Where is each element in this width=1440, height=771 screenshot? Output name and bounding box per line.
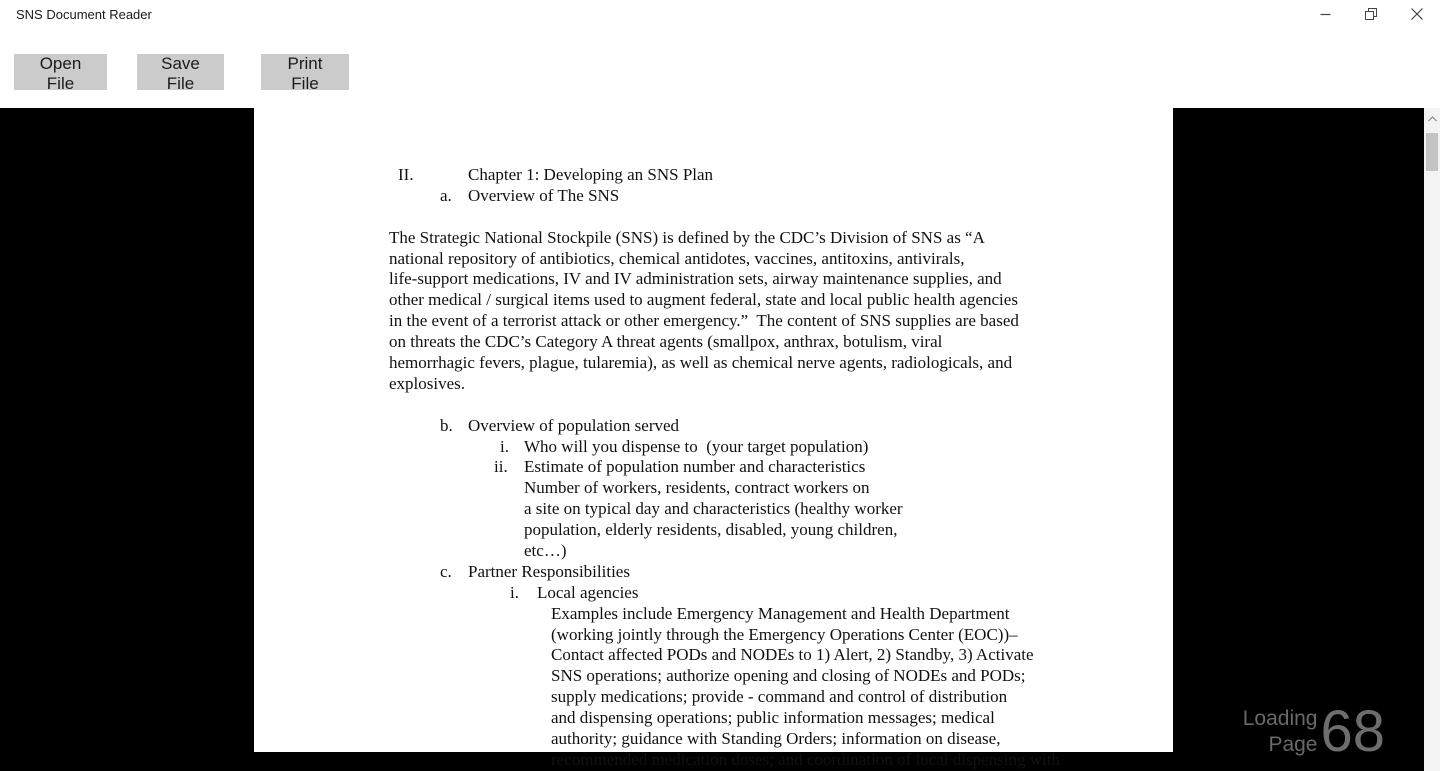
document-line: [254, 207, 1173, 228]
titlebar: [0, 0, 1440, 30]
document-text-segment: Overview of The SNS: [468, 185, 620, 205]
document-line: [254, 750, 1173, 771]
document-text-segment: other medical / surgical items used to augment federal, state and local public health agencies: [389, 290, 1018, 310]
document-line: [254, 625, 1173, 646]
document-line: [254, 437, 1173, 458]
close-icon: [1411, 8, 1423, 23]
document-text-segment: Contact affected PODs and NODEs to 1) Alert, 2) Standby, 3) Activate: [551, 645, 1034, 665]
document-text-segment: national repository of antibiotics, chemical antidotes, vaccines, antitoxins, antivirals,: [389, 248, 965, 268]
document-line: [254, 729, 1173, 750]
document-text-segment: life-support medications, IV and IV administration sets, airway maintenance supplies, and: [389, 269, 1002, 289]
document-line: [254, 520, 1173, 541]
document-line: [254, 604, 1173, 625]
document-text-segment: in the event of a terrorist attack or other emergency.” The content of SNS supplies are based: [389, 311, 1019, 331]
document-text-segment: a.: [440, 185, 452, 205]
document-text-segment: etc…): [524, 541, 567, 561]
close-button[interactable]: [1394, 0, 1440, 30]
restore-icon: [1365, 8, 1377, 23]
document-line: [254, 416, 1173, 437]
document-line: [254, 332, 1173, 353]
document-text-segment: Local agencies: [537, 582, 639, 602]
minimize-button[interactable]: [1302, 0, 1348, 30]
open-file-button[interactable]: Open File: [14, 54, 107, 90]
document-text-segment: c.: [440, 561, 452, 581]
document-text-segment: The Strategic National Stockpile (SNS) is defined by the CDC’s Division of SNS as “A: [389, 227, 985, 247]
save-file-button[interactable]: Save File: [137, 54, 224, 90]
document-text-segment: Chapter 1: Developing an SNS Plan: [468, 165, 714, 184]
document-line: [254, 353, 1173, 374]
document-line: [254, 583, 1173, 604]
document-text-segment: SNS operations; authorize opening and closing of NODEs and PODs;: [551, 666, 1026, 686]
document-text-segment: i.: [500, 436, 509, 456]
document-line: [254, 395, 1173, 416]
document-text-segment: hemorrhagic fevers, plague, tularemia), as well as chemical nerve agents, radiologicals, and: [389, 353, 1013, 373]
scrollbar-track[interactable]: [1424, 108, 1440, 771]
window-title: SNS Document Reader: [16, 7, 152, 22]
document-line: [254, 249, 1173, 270]
document-line: [254, 478, 1173, 499]
document-line: [254, 687, 1173, 708]
document-text-segment: Examples include Emergency Management and Health Department: [551, 603, 1010, 623]
document-line: [254, 374, 1173, 395]
document-line: [254, 499, 1173, 520]
scrollbar-up-button[interactable]: [1424, 108, 1440, 126]
document-text-segment: i.: [510, 582, 519, 602]
scrollbar-thumb[interactable]: [1426, 133, 1438, 171]
document-page: [254, 108, 1173, 769]
document-line: [254, 562, 1173, 583]
print-file-button[interactable]: Print File: [261, 54, 349, 90]
document-text-segment: recommended medication doses; and coordination of local dispensing with: [551, 749, 1060, 769]
document-line: [254, 666, 1173, 687]
document-text-segment: Overview of population served: [468, 415, 680, 435]
document-text-segment: explosives.: [389, 373, 466, 393]
document-line: [254, 708, 1173, 729]
document-text-segment: authority; guidance with Standing Orders; information on disease,: [551, 729, 1001, 749]
document-line: [254, 311, 1173, 332]
minimize-icon: [1320, 8, 1331, 23]
document-text-segment: Partner Responsibilities: [468, 561, 630, 581]
document-line: [254, 541, 1173, 562]
document-line: [254, 165, 1173, 186]
toolbar: [14, 54, 349, 93]
document-line: [254, 186, 1173, 207]
document-line: [254, 645, 1173, 666]
document-text-segment: supply medications; provide - command and control of distribution: [551, 687, 1008, 707]
document-text-segment: and dispensing operations; public information messages; medical: [551, 708, 995, 728]
loading-label: Loading Page: [1242, 707, 1318, 756]
document-text-segment: Estimate of population number and characteristics: [524, 457, 866, 477]
document-text-segment: II.: [398, 165, 414, 184]
chevron-up-icon: [1428, 110, 1437, 125]
document-text-segment: a site on typical day and characteristics (healthy worker: [524, 499, 903, 519]
document-line: [254, 457, 1173, 478]
document-text-segment: population, elderly residents, disabled, young children,: [524, 520, 898, 540]
document-viewer: [0, 108, 1424, 771]
window-controls: [1302, 0, 1440, 30]
document-text-segment: b.: [440, 415, 453, 435]
document-text-segment: (working jointly through the Emergency Operations Center (EOC))–: [551, 624, 1018, 644]
restore-button[interactable]: [1348, 0, 1394, 30]
document-text-segment: Who will you dispense to (your target population): [524, 436, 869, 456]
document-text-segment: ii.: [494, 457, 508, 477]
document-line: [254, 269, 1173, 290]
document-line: [254, 228, 1173, 249]
document-text-segment: Number of workers, residents, contract workers on: [524, 478, 870, 498]
document-line: [254, 290, 1173, 311]
document-text-segment: on threats the CDC’s Category A threat agents (smallpox, anthrax, botulism, viral: [389, 332, 943, 352]
loading-indicator: [1242, 699, 1385, 764]
document-lines: [254, 108, 1173, 771]
loading-page-number: 68: [1320, 699, 1385, 764]
